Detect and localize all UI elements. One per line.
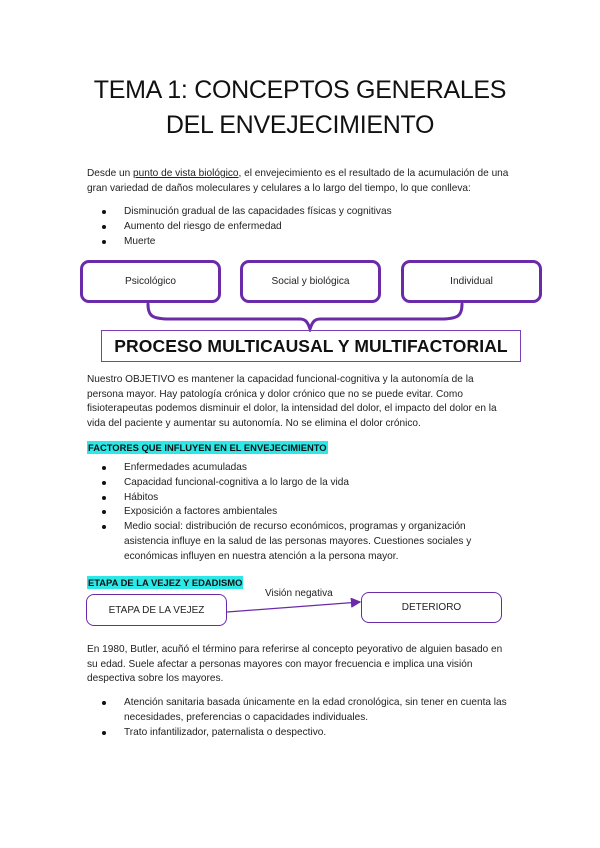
diagram-box-psicologico bbox=[80, 260, 221, 303]
list-item: Exposición a factores ambientales bbox=[90, 505, 500, 520]
process-label-box bbox=[101, 330, 521, 362]
title-line-1: TEMA 1: CONCEPTOS GENERALES bbox=[93, 76, 507, 104]
list-item: Hábitos bbox=[90, 491, 500, 506]
intro-post: , el envejecimiento es el resultado de la acumulación de una gran variedad de daños moleculares y celulares a lo largo del tiempo, lo que conlleva: bbox=[87, 168, 509, 194]
butler-list bbox=[90, 696, 510, 740]
flow-arrow-label: Visión negativa bbox=[265, 588, 333, 599]
box-label: Psicológico bbox=[124, 276, 177, 287]
diagram-box-individual bbox=[401, 260, 542, 303]
page-title bbox=[0, 73, 600, 143]
title-line-2: DEL ENVEJECIMIENTO bbox=[165, 111, 435, 139]
etapa-heading bbox=[87, 573, 243, 591]
flow-to-label: DETERIORO bbox=[401, 602, 462, 613]
brace-connector bbox=[140, 302, 470, 332]
box-label: Social y biológica bbox=[271, 276, 350, 287]
factores-heading-text: FACTORES QUE INFLUYEN EN EL ENVEJECIMIENTO bbox=[88, 442, 327, 453]
list-item: Disminución gradual de las capacidades físicas y cognitivas bbox=[90, 205, 510, 220]
list-item: Medio social: distribución de recurso económicos, programas y organización asistencia influye en la salud de las personas mayores. Cuestiones sociales y económicas influyen en nuestra atención a la persona mayor. bbox=[90, 520, 500, 564]
factores-list bbox=[90, 461, 500, 565]
objective-paragraph: Nuestro OBJETIVO es mantener la capacidad funcional-cognitiva y la autonomía de la persona mayor. Hay patología crónica y dolor crónico que no se puede evitar. Como fisioterapeutas podemos disminuir el dolor, la intensidad del dolor, el impacto del dolor en la vida del paciente y aumentar su autonomía. No se elimina el dolor crónico. bbox=[87, 374, 497, 429]
intro-bullet-list bbox=[90, 205, 510, 249]
flow-box-etapa bbox=[86, 594, 227, 626]
flow-box-deterioro bbox=[361, 592, 502, 623]
intro-pre: Desde un bbox=[87, 168, 134, 179]
list-item: Enfermedades acumuladas bbox=[90, 461, 500, 476]
diagram-box-social-biologica bbox=[240, 260, 381, 303]
butler-paragraph: En 1980, Butler, acuñó el término para referirse al concepto peyorativo de alguien basado en su edad. Suele afectar a personas mayores con mayor frecuencia e implica una visión despectiva sobre los mayores. bbox=[87, 644, 503, 685]
list-item: Aumento del riesgo de enfermedad bbox=[90, 220, 510, 235]
factores-heading bbox=[87, 438, 328, 456]
process-label: PROCESO MULTICAUSAL Y MULTIFACTORIAL bbox=[114, 335, 508, 356]
list-item: Atención sanitaria basada únicamente en la edad cronológica, sin tener en cuenta las necesidades, preferencias o capacidades individuales. bbox=[90, 696, 510, 726]
etapa-heading-text: ETAPA DE LA VEJEZ Y EDADISMO bbox=[88, 577, 243, 588]
list-item: Capacidad funcional-cognitiva a lo largo de la vida bbox=[90, 476, 500, 491]
list-item: Trato infantilizador, paternalista o despectivo. bbox=[90, 726, 510, 741]
box-label: Individual bbox=[450, 276, 493, 287]
intro-underlined: punto de vista biológico bbox=[133, 168, 239, 179]
list-item: Muerte bbox=[90, 235, 510, 250]
intro-paragraph bbox=[87, 167, 517, 196]
flow-arrow bbox=[226, 598, 364, 616]
flow-from-label: ETAPA DE LA VEJEZ bbox=[108, 604, 205, 616]
